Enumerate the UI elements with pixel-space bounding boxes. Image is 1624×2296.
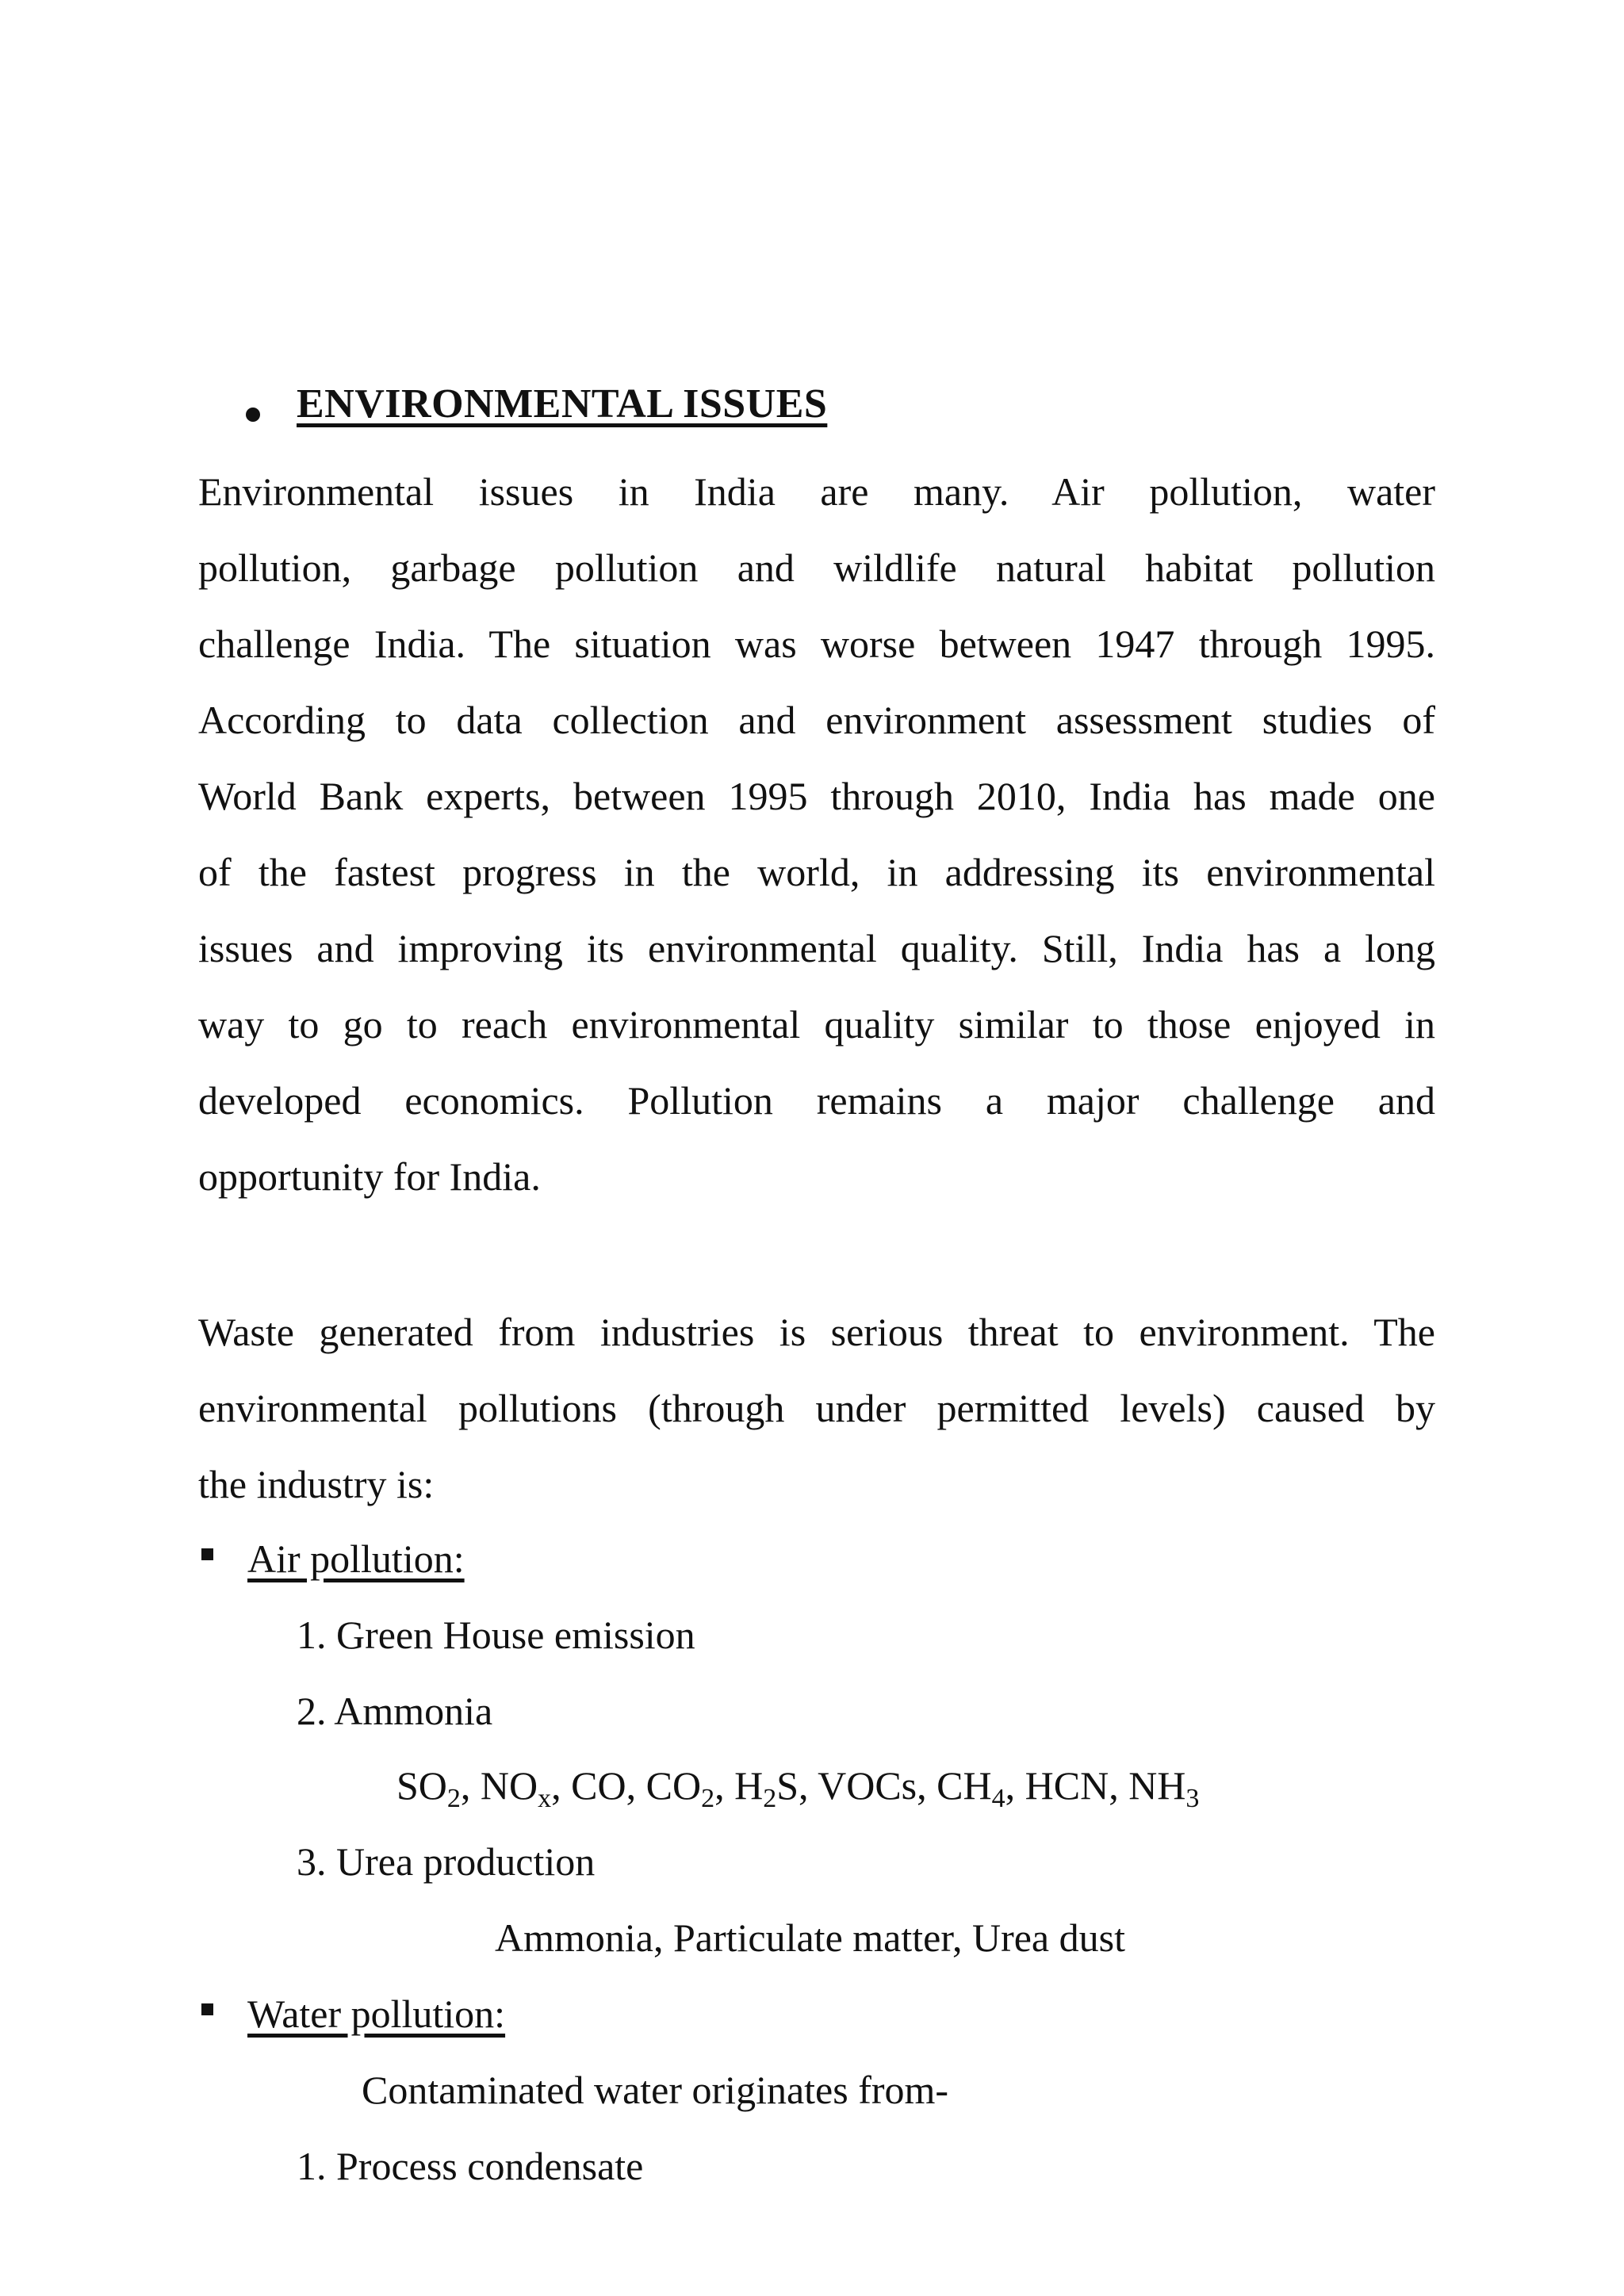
water-pollution-title: Water pollution:: [247, 1992, 506, 2036]
square-bullet-icon: [201, 1548, 213, 1560]
gas-formula: $H_2S$: [734, 1763, 799, 1813]
water-intro: Contaminated water originates from-: [362, 2068, 949, 2112]
gas-formula: $NO_x$: [480, 1763, 552, 1813]
air-item-3: 3. Urea production: [297, 1839, 596, 1884]
air-pollution-title: Air pollution:: [247, 1536, 465, 1581]
gas-formula: VOCs: [818, 1763, 917, 1808]
text-line-last: the industry is:: [198, 1462, 435, 1506]
text-line: Waste generated from industries is serious threat to environment. The: [198, 1310, 1435, 1354]
text-line: challenge India. The situation was worse between 1947 through 1995.: [198, 622, 1435, 666]
text-line: issues and improving its environmental quality. Still, India has a long: [198, 926, 1435, 970]
square-bullet-icon: [201, 2003, 213, 2015]
text-line-last: opportunity for India.: [198, 1154, 541, 1199]
gas-formula: $CO_2$: [645, 1763, 715, 1813]
air-item-2: 2. Ammonia: [297, 1689, 493, 1733]
ammonia-gases-list: $SO_2$, $NO_x$, CO, $CO_2$, $H_2S$, VOCs, $CH_4$, HCN, $NH_3$: [396, 1763, 1200, 1813]
text-line: environmental pollutions (through under permitted levels) caused by: [198, 1386, 1435, 1430]
urea-products: Ammonia, Particulate matter, Urea dust: [495, 1915, 1125, 1960]
section-heading: ENVIRONMENTAL ISSUES: [297, 381, 828, 427]
text-line: way to go to reach environmental quality similar to those enjoyed in: [198, 1002, 1435, 1047]
paragraph-environmental-issues: [198, 453, 1435, 1215]
round-bullet-icon: [246, 408, 260, 422]
text-line: Environmental issues in India are many. Air pollution, water: [198, 469, 1435, 514]
text-line: World Bank experts, between 1995 through 2010, India has made one: [198, 774, 1435, 818]
paragraph-industrial-waste: [198, 1294, 1435, 1522]
gas-formula: CO: [571, 1763, 626, 1808]
gas-formula: $NH_3$: [1128, 1763, 1200, 1813]
text-line: According to data collection and environment assessment studies of: [198, 698, 1435, 742]
text-line: of the fastest progress in the world, in addressing its environmental: [198, 850, 1435, 894]
air-item-1: 1. Green House emission: [297, 1613, 695, 1657]
gas-formula: $SO_2$: [396, 1763, 461, 1813]
gas-formula: $CH_4$: [936, 1763, 1005, 1813]
text-line: developed economics. Pollution remains a major challenge and: [198, 1078, 1435, 1123]
water-item-1: 1. Process condensate: [297, 2144, 644, 2188]
text-line: pollution, garbage pollution and wildlife natural habitat pollution: [198, 545, 1435, 590]
gas-formula: HCN: [1025, 1763, 1109, 1808]
